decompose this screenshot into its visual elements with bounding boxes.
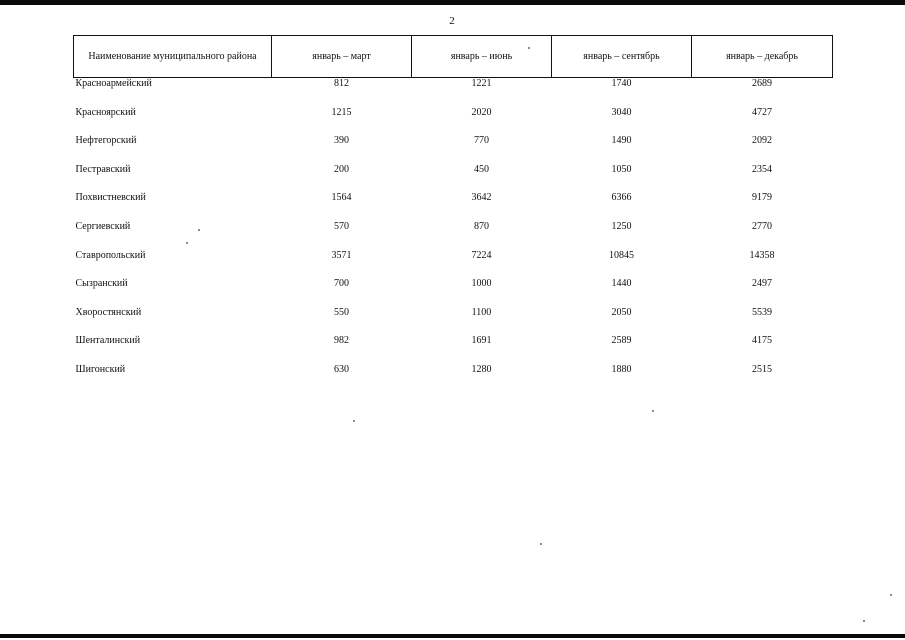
header-jan-mar: январь – март (272, 36, 412, 78)
top-scan-border (0, 0, 905, 5)
scan-speck (528, 47, 530, 49)
cell-district-name: Пестравский (75, 163, 131, 175)
cell-jan-dec: 2515 (752, 363, 772, 375)
cell-jan-mar: 1564 (331, 192, 352, 204)
table-row (74, 107, 833, 136)
scan-speck (540, 543, 542, 545)
cell-district-name: Сергиевский (75, 220, 131, 232)
cell-district-name: Шенталинский (75, 335, 141, 347)
cell-jan-mar: 630 (334, 363, 349, 375)
cell-district-name: Нефтегорский (75, 135, 137, 147)
table-row (74, 364, 833, 393)
header-jan-jun: январь – июнь (412, 36, 552, 78)
cell-jan-jun: 1691 (471, 335, 492, 347)
cell-jan-dec: 4727 (752, 106, 772, 118)
cell-jan-mar: 982 (334, 335, 349, 347)
header-row (74, 36, 833, 78)
cell-jan-sep: 10845 (609, 249, 634, 261)
cell-jan-mar: 700 (334, 278, 349, 290)
cell-jan-dec: 2092 (752, 135, 772, 147)
cell-jan-dec: 14358 (749, 249, 775, 261)
cell-jan-sep: 6366 (611, 192, 632, 204)
scan-speck (652, 410, 654, 412)
cell-jan-jun: 1221 (471, 78, 492, 89)
cell-jan-jun: 1280 (471, 363, 492, 375)
cell-jan-mar: 550 (334, 306, 349, 318)
cell-jan-sep: 3040 (611, 106, 632, 118)
header-jan-sep: январь – сентябрь (552, 36, 692, 78)
cell-jan-mar: 390 (334, 135, 349, 147)
cell-jan-dec: 2354 (752, 163, 772, 175)
cell-district-name: Сызранский (75, 278, 128, 290)
scan-speck (890, 594, 892, 596)
table-row (74, 307, 833, 336)
scan-speck (863, 620, 865, 622)
cell-jan-dec: 2689 (752, 78, 772, 89)
cell-jan-jun: 770 (474, 135, 489, 147)
cell-jan-mar: 570 (334, 220, 349, 232)
cell-jan-jun: 870 (474, 220, 489, 232)
table-body (74, 78, 833, 393)
cell-jan-mar: 812 (334, 78, 349, 89)
scan-speck (198, 229, 200, 231)
cell-district-name: Хворостянский (75, 306, 142, 318)
cell-jan-sep: 2589 (611, 335, 632, 347)
cell-jan-mar: 3571 (331, 249, 352, 261)
cell-jan-jun: 7224 (471, 249, 492, 261)
table-row (74, 135, 833, 164)
cell-jan-dec: 2497 (752, 278, 772, 290)
table-row (74, 164, 833, 193)
cell-jan-dec: 2770 (752, 220, 772, 232)
cell-jan-mar: 200 (334, 163, 349, 175)
cell-jan-jun: 1000 (471, 278, 492, 290)
bottom-scan-border (0, 634, 905, 638)
table-row (74, 78, 833, 107)
cell-jan-sep: 2050 (611, 306, 632, 318)
page-number: 2 (449, 15, 455, 27)
header-district-name: Наименование муниципального района (74, 36, 272, 78)
table-row (74, 250, 833, 279)
cell-jan-jun: 450 (474, 163, 489, 175)
cell-jan-dec: 5539 (752, 306, 772, 318)
cell-jan-jun: 3642 (471, 192, 492, 204)
header-jan-dec: январь – декабрь (692, 36, 833, 78)
cell-district-name: Красноармейский (75, 78, 152, 89)
table-row (74, 192, 833, 221)
cell-jan-dec: 9179 (752, 192, 772, 204)
cell-jan-mar: 1215 (331, 106, 352, 118)
cell-district-name: Шигонский (75, 363, 126, 375)
table-row (74, 278, 833, 307)
cell-jan-sep: 1490 (611, 135, 632, 147)
cell-jan-sep: 1440 (611, 278, 632, 290)
cell-jan-jun: 2020 (471, 106, 492, 118)
cell-district-name: Красноярский (75, 106, 136, 118)
cell-district-name: Ставропольский (75, 249, 146, 261)
cell-jan-jun: 1100 (471, 306, 492, 318)
cell-jan-sep: 1740 (611, 78, 632, 89)
cell-jan-dec: 4175 (752, 335, 772, 347)
cell-jan-sep: 1250 (611, 220, 632, 232)
cell-jan-sep: 1880 (611, 363, 632, 375)
table-header (74, 36, 833, 78)
table-row (74, 335, 833, 364)
cell-jan-sep: 1050 (611, 163, 632, 175)
scan-speck (353, 420, 355, 422)
cell-district-name: Похвистневский (75, 192, 146, 204)
municipal-districts-table (73, 35, 833, 393)
table-row (74, 221, 833, 250)
scan-speck (186, 242, 188, 244)
